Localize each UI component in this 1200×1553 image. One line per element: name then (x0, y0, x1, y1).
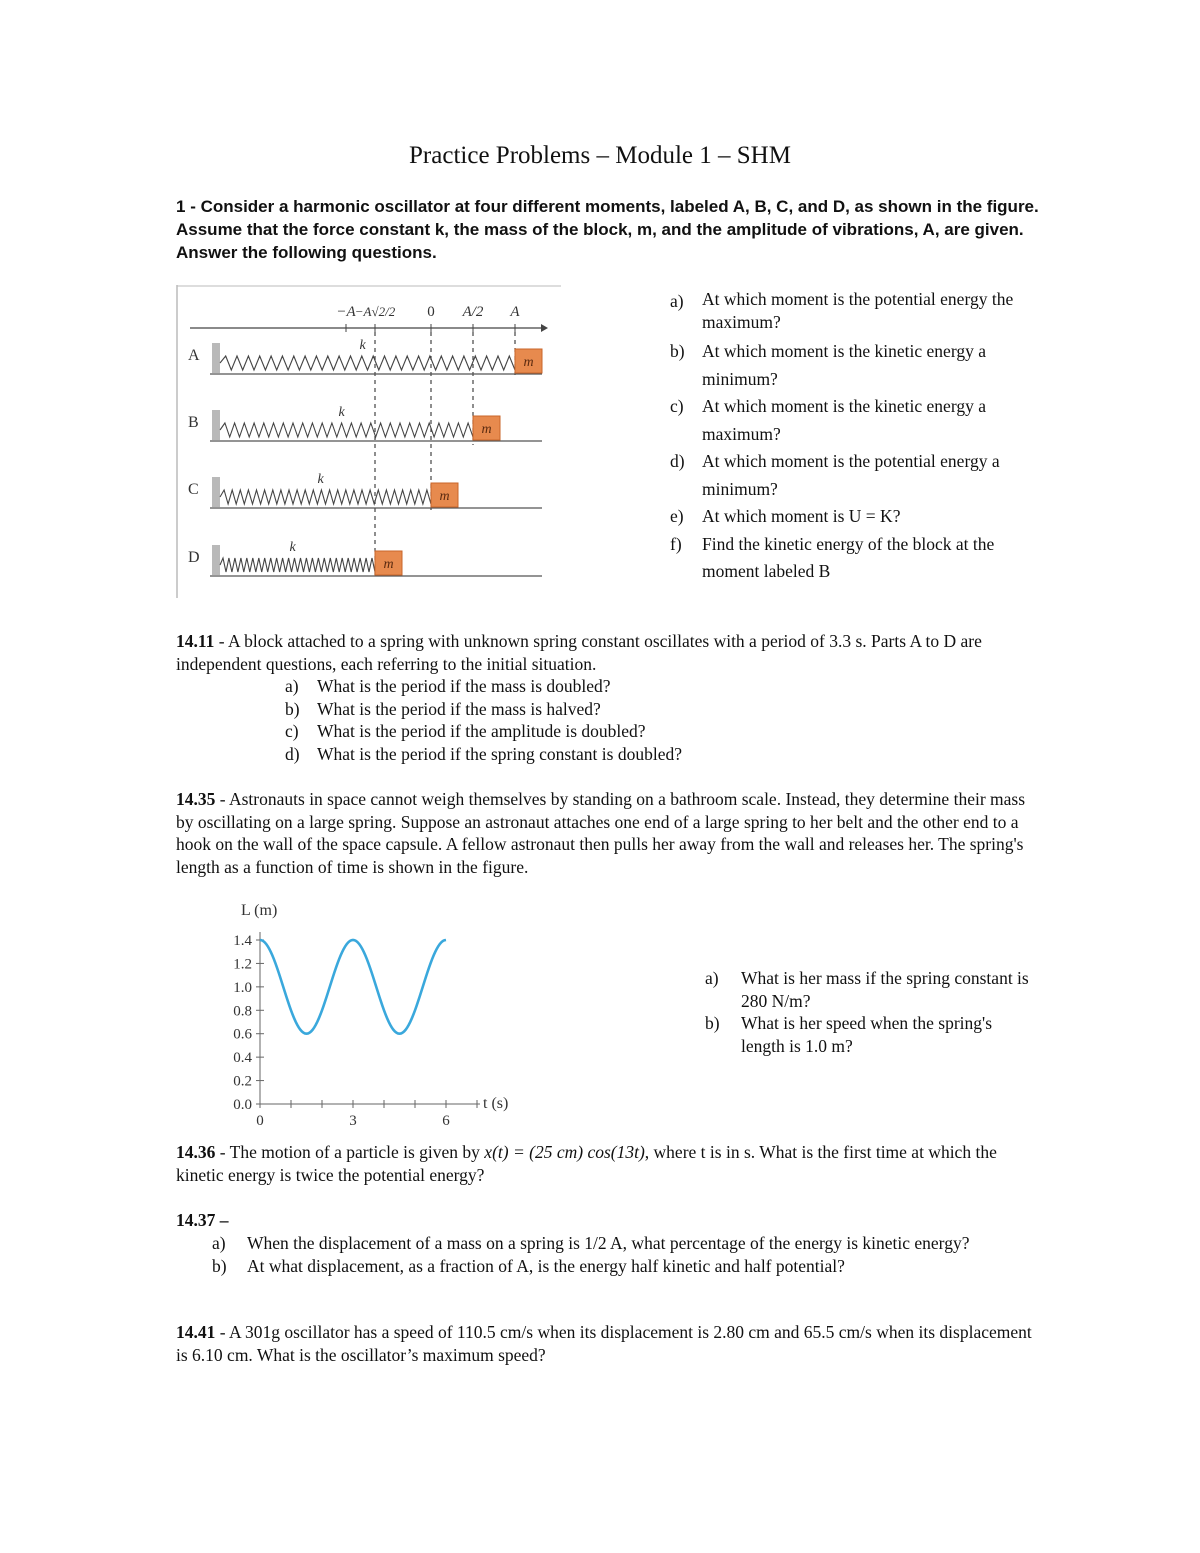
problem-14-35-question-a (705, 967, 1035, 1012)
series-line (260, 940, 446, 1034)
problem-14-36-formula: x(t) = (25 cm) cos(13t) (484, 1142, 645, 1162)
y-tick-label: 1.0 (233, 979, 252, 996)
problem-14-35-number: 14.35 (176, 789, 216, 809)
oscillator-row-c (188, 472, 542, 508)
problem-14-37-question-b (212, 1255, 1012, 1278)
problem-1-number: 1 (176, 197, 186, 216)
problem-14-11-question-b (285, 698, 985, 721)
problem-14-35-text: - Astronauts in space cannot weigh themselves by standing on a bathroom scale. Instead, they determine their mass by oscillating on a large spring. Suppose an astronaut attaches one end of a large spring to her belt and the other end to a hook on the wall of the space capsule. A fellow astronaut then pulls her away from the wall and releases her. The spring's length as a function of time is shown in the figure. (176, 789, 1026, 877)
question-label: d) (285, 743, 300, 764)
question-label: c) (285, 721, 299, 741)
x-tick-label: 3 (349, 1113, 357, 1129)
problem-1-question-b (670, 338, 1015, 393)
problem-14-35-questions (705, 967, 1035, 1057)
question-text: What is the period if the mass is doubled? (317, 676, 611, 696)
problem-14-11-question-d (285, 743, 985, 766)
problem-1-question-f (670, 531, 1015, 586)
chart-ticks (233, 933, 477, 1129)
wall (212, 410, 220, 440)
axis-label-zero: 0 (427, 304, 435, 320)
dashed-guides (375, 332, 515, 575)
y-tick-label: 0.2 (233, 1073, 252, 1090)
question-label: a) (705, 968, 719, 988)
question-text: At which moment is the potential energy the maximum? (702, 289, 1014, 332)
problem-14-37 (176, 1209, 1036, 1232)
oscillator-row-d (188, 540, 542, 576)
mass-label: m (439, 489, 450, 504)
problem-14-37-question-a (212, 1232, 1012, 1255)
problem-14-36-number: 14.36 (176, 1142, 216, 1162)
chart-series (260, 940, 446, 1034)
question-label: a) (285, 676, 299, 696)
problem-14-11-text: - A block attached to a spring with unknown spring constant oscillates with a period of 3.3 s. Parts A to D are independent questions, each referring to the initial situation. (176, 631, 982, 674)
chart-x-axis-label: t (s) (483, 1095, 509, 1112)
problem-14-35-question-b (705, 1012, 1035, 1057)
row-label: C (188, 481, 199, 498)
x-tick-label: 6 (442, 1113, 450, 1129)
question-label: a) (670, 291, 684, 311)
row-label: A (188, 347, 200, 364)
question-label: b) (285, 698, 300, 719)
question-text: At which moment is U = K? (702, 506, 901, 526)
question-text: What is her mass if the spring constant is 280 N/m? (741, 968, 1029, 1011)
y-tick-label: 0.6 (233, 1026, 252, 1043)
problem-14-11-question-c (285, 720, 985, 743)
y-tick-label: 0.8 (233, 1003, 252, 1020)
axis-label-neg-a-root2: −A√2/2 (354, 304, 396, 319)
axis-arrow (541, 324, 548, 332)
spring (220, 558, 375, 572)
question-text: What is the period if the spring constant is doubled? (317, 743, 682, 764)
problem-14-36 (176, 1141, 1036, 1186)
problem-14-37-questions (212, 1232, 1012, 1277)
spring-constant-label: k (317, 472, 324, 487)
row-label: B (188, 414, 199, 431)
problem-1-question-d (670, 448, 1015, 503)
problem-14-36-text-end: , where t is in s. What is the first time at which the kinetic energy is twice the potential energy? (176, 1142, 997, 1185)
question-label: c) (670, 396, 684, 416)
oscillator-figure (176, 285, 566, 600)
question-text: What is the period if the amplitude is doubled? (317, 721, 646, 741)
problem-14-11 (176, 630, 1036, 675)
axis-label-neg-a: −A (336, 304, 356, 320)
spring (220, 490, 431, 504)
problem-1-text: - Consider a harmonic oscillator at four different moments, labeled A, B, C, and D, as shown in the figure. Assume that the force constant k, the mass of the block, m, and the amplitude of vibrations, A, are given. Answer the following questions. (176, 197, 1039, 262)
spring (220, 423, 473, 437)
spring-constant-label: k (289, 540, 296, 555)
y-tick-label: 1.2 (233, 956, 252, 973)
spring (220, 356, 515, 370)
question-text: At what displacement, as a fraction of A, is the energy half kinetic and half potential? (247, 1255, 845, 1276)
question-label: d) (670, 451, 685, 471)
problem-14-41 (176, 1321, 1036, 1366)
question-label: b) (705, 1013, 720, 1033)
chart-y-axis-label: L (m) (241, 902, 278, 919)
spring-constant-label: k (359, 338, 366, 353)
question-label: b) (670, 341, 685, 361)
problem-1-question-c (670, 393, 1015, 448)
mass-label: m (523, 355, 534, 370)
wall (212, 545, 220, 575)
problem-1-intro (176, 195, 1046, 264)
problem-14-41-text: - A 301g oscillator has a speed of 110.5 cm/s when its displacement is 2.80 cm and 65.5 cm/s when its displacement is 6.10 cm. What is the oscillator’s maximum speed? (176, 1322, 1032, 1365)
oscillator-row-b (188, 405, 542, 441)
spring-length-chart (215, 895, 525, 1135)
y-tick-label: 0.4 (233, 1050, 252, 1067)
problem-14-37-number: 14.37 – (176, 1210, 229, 1230)
problem-14-11-number: 14.11 (176, 631, 215, 651)
question-text: What is her speed when the spring's length is 1.0 m? (741, 1013, 993, 1056)
spring-constant-label: k (338, 405, 345, 420)
axis-label-a: A (510, 304, 520, 320)
y-tick-label: 0.0 (233, 1097, 252, 1113)
problem-1-questions (670, 288, 1015, 586)
problem-1-question-e (670, 503, 1015, 531)
wall (212, 343, 220, 373)
row-label: D (188, 549, 200, 566)
mass-label: m (383, 557, 394, 572)
question-text: When the displacement of a mass on a spring is 1/2 A, what percentage of the energy is kinetic energy? (247, 1233, 970, 1253)
x-tick-label: 0 (256, 1113, 264, 1129)
oscillator-row-a (188, 338, 542, 374)
mass-label: m (481, 422, 492, 437)
wall (212, 477, 220, 507)
question-text: Find the kinetic energy of the block at the moment labeled B (702, 533, 995, 581)
oscillator-rows (188, 338, 542, 576)
question-text: At which moment is the kinetic energy a minimum? (702, 341, 986, 389)
problem-14-11-questions (285, 675, 985, 765)
question-text: At which moment is the kinetic energy a maximum? (702, 396, 986, 444)
y-tick-label: 1.4 (233, 933, 252, 949)
question-label: e) (670, 506, 684, 526)
question-label: b) (212, 1255, 227, 1276)
problem-14-11-question-a (285, 675, 985, 698)
problem-14-41-number: 14.41 (176, 1322, 216, 1342)
axis-label-a-half: A/2 (462, 304, 484, 320)
problem-14-36-text: - The motion of a particle is given by (215, 1142, 485, 1162)
problem-1-question-a (670, 288, 1015, 338)
question-text: What is the period if the mass is halved? (317, 698, 601, 719)
question-label: a) (212, 1233, 226, 1253)
problem-14-35 (176, 788, 1036, 878)
question-text: At which moment is the potential energy a minimum? (702, 451, 1000, 499)
question-label: f) (670, 533, 682, 554)
page-title: Practice Problems – Module 1 – SHM (409, 142, 791, 169)
